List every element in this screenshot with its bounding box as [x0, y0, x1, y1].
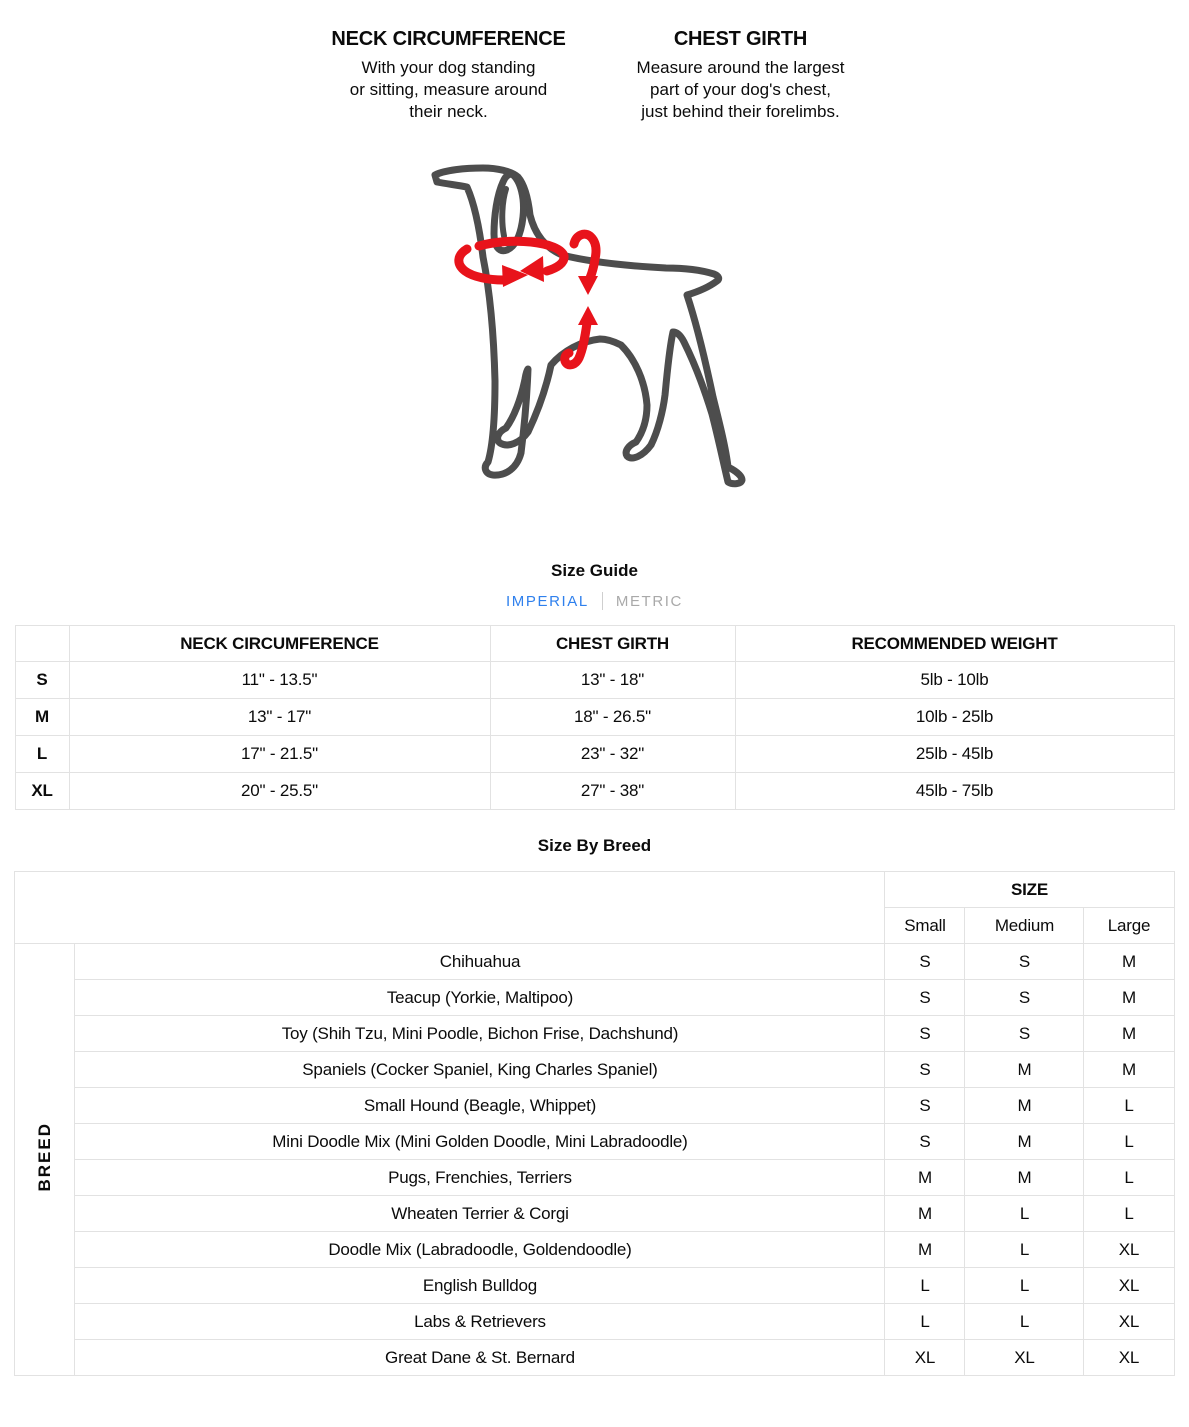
breed-size-medium: L	[965, 1268, 1084, 1304]
breed-size-medium: L	[965, 1196, 1084, 1232]
breed-size-large: XL	[1084, 1232, 1174, 1268]
size-by-breed-title: Size By Breed	[537, 836, 652, 855]
breed-size-medium: XL	[965, 1340, 1084, 1376]
breed-name: English Bulldog	[75, 1268, 885, 1304]
breed-size-medium: S	[965, 1016, 1084, 1052]
breed-name: Doodle Mix (Labradoodle, Goldendoodle)	[75, 1232, 885, 1268]
unit-toggle-metric[interactable]: METRIC	[615, 592, 683, 610]
size-label: M	[15, 699, 69, 736]
breed-size-large: L	[1084, 1160, 1174, 1196]
breed-name: Teacup (Yorkie, Maltipoo)	[75, 980, 885, 1016]
breed-size-small: XL	[885, 1340, 965, 1376]
breed-size-small: S	[885, 1052, 965, 1088]
table-row	[15, 1268, 1174, 1304]
neck-instruction-line: their neck.	[409, 102, 488, 121]
column-header-weight: RECOMMENDED WEIGHT	[735, 626, 1174, 662]
table-row	[15, 1052, 1174, 1088]
breed-size-small: L	[885, 1304, 965, 1340]
neck-measure-loop-upper	[479, 241, 564, 271]
table-row	[15, 1124, 1174, 1160]
chest-value: 18" - 26.5"	[490, 699, 735, 736]
breed-size-small: M	[885, 1232, 965, 1268]
breed-axis-label	[15, 944, 75, 1376]
column-header-large: Large	[1084, 908, 1174, 944]
size-guide-table	[15, 625, 1175, 810]
breed-size-medium: M	[965, 1052, 1084, 1088]
chest-value: 27" - 38"	[490, 773, 735, 810]
breed-name: Small Hound (Beagle, Whippet)	[75, 1088, 885, 1124]
breed-size-small: S	[885, 980, 965, 1016]
unit-toggle-divider	[602, 592, 603, 610]
table-row	[15, 1304, 1174, 1340]
breed-size-medium: S	[965, 944, 1084, 980]
weight-value: 45lb - 75lb	[735, 773, 1174, 810]
breed-size-large: M	[1084, 1052, 1174, 1088]
breed-name: Chihuahua	[75, 944, 885, 980]
breed-table-corner-cell	[15, 872, 885, 944]
dog-illustration-svg	[385, 137, 805, 517]
breed-size-medium: L	[965, 1304, 1084, 1340]
size-table-header-row	[15, 626, 1174, 662]
breed-size-large: XL	[1084, 1340, 1174, 1376]
breed-name: Spaniels (Cocker Spaniel, King Charles Spaniel)	[75, 1052, 885, 1088]
size-label: L	[15, 736, 69, 773]
unit-toggle-imperial[interactable]: IMPERIAL	[506, 592, 589, 610]
chest-value: 23" - 32"	[490, 736, 735, 773]
table-row	[15, 944, 1174, 980]
table-row	[15, 1340, 1174, 1376]
table-row	[15, 1016, 1174, 1052]
neck-value: 17" - 21.5"	[69, 736, 490, 773]
breed-size-small: M	[885, 1196, 965, 1232]
breed-table-size-header-row	[15, 872, 1174, 908]
neck-instruction-line: or sitting, measure around	[349, 80, 548, 99]
neck-instruction-title: NECK CIRCUMFERENCE	[331, 28, 566, 50]
breed-name: Wheaten Terrier & Corgi	[75, 1196, 885, 1232]
table-row	[15, 662, 1174, 699]
breed-size-small: S	[885, 944, 965, 980]
weight-value: 5lb - 10lb	[735, 662, 1174, 699]
breed-size-large: L	[1084, 1088, 1174, 1124]
size-by-breed-table	[14, 871, 1174, 1376]
breed-size-medium: L	[965, 1232, 1084, 1268]
breed-size-large: M	[1084, 944, 1174, 980]
breed-size-medium: M	[965, 1160, 1084, 1196]
breed-size-large: M	[1084, 1016, 1174, 1052]
table-row	[15, 699, 1174, 736]
breed-name: Toy (Shih Tzu, Mini Poodle, Bichon Frise, Dachshund)	[75, 1016, 885, 1052]
column-header-chest: CHEST GIRTH	[490, 626, 735, 662]
breed-size-medium: S	[965, 980, 1084, 1016]
breed-size-large: XL	[1084, 1304, 1174, 1340]
table-row	[15, 1196, 1174, 1232]
neck-measure-arrowhead-right	[520, 256, 544, 282]
size-group-header: SIZE	[885, 872, 1174, 908]
breed-size-large: XL	[1084, 1268, 1174, 1304]
chest-instruction-block	[595, 28, 887, 123]
neck-value: 11" - 13.5"	[69, 662, 490, 699]
chest-instruction-title: CHEST GIRTH	[673, 28, 808, 50]
measurement-instructions	[0, 0, 1189, 123]
breed-size-small: S	[885, 1016, 965, 1052]
size-label: XL	[15, 773, 69, 810]
dog-measurement-illustration	[385, 137, 805, 517]
column-header-neck: NECK CIRCUMFERENCE	[69, 626, 490, 662]
table-row	[15, 773, 1174, 810]
breed-size-large: L	[1084, 1196, 1174, 1232]
column-header-small: Small	[885, 908, 965, 944]
breed-size-small: S	[885, 1124, 965, 1160]
breed-size-small: M	[885, 1160, 965, 1196]
column-header-medium: Medium	[965, 908, 1084, 944]
breed-size-medium: M	[965, 1088, 1084, 1124]
weight-value: 25lb - 45lb	[735, 736, 1174, 773]
breed-name: Labs & Retrievers	[75, 1304, 885, 1340]
breed-name: Mini Doodle Mix (Mini Golden Doodle, Mini Labradoodle)	[75, 1124, 885, 1160]
size-table-corner-cell	[15, 626, 69, 662]
table-row	[15, 736, 1174, 773]
chest-instruction-line: just behind their forelimbs.	[641, 102, 840, 121]
neck-measure-arrowhead-left	[502, 265, 528, 287]
breed-axis-text: BREED	[34, 1122, 54, 1192]
chest-instruction-line: Measure around the largest	[636, 58, 845, 77]
neck-instruction-text	[303, 57, 595, 123]
neck-value: 20" - 25.5"	[69, 773, 490, 810]
size-label: S	[15, 662, 69, 699]
neck-value: 13" - 17"	[69, 699, 490, 736]
chest-instruction-text	[595, 57, 887, 123]
breed-size-large: M	[1084, 980, 1174, 1016]
neck-instruction-line: With your dog standing	[361, 58, 536, 77]
chest-instruction-line: part of your dog's chest,	[650, 80, 831, 99]
breed-size-large: L	[1084, 1124, 1174, 1160]
breed-size-small: L	[885, 1268, 965, 1304]
unit-toggle	[0, 592, 1189, 610]
table-row	[15, 980, 1174, 1016]
table-row	[15, 1232, 1174, 1268]
breed-name: Great Dane & St. Bernard	[75, 1340, 885, 1376]
chest-value: 13" - 18"	[490, 662, 735, 699]
neck-instruction-block	[303, 28, 595, 123]
size-guide-title: Size Guide	[551, 561, 638, 580]
breed-name: Pugs, Frenchies, Terriers	[75, 1160, 885, 1196]
chest-measure-arrowhead-down	[578, 276, 598, 295]
breed-size-small: S	[885, 1088, 965, 1124]
weight-value: 10lb - 25lb	[735, 699, 1174, 736]
breed-size-medium: M	[965, 1124, 1084, 1160]
table-row	[15, 1160, 1174, 1196]
table-row	[15, 1088, 1174, 1124]
